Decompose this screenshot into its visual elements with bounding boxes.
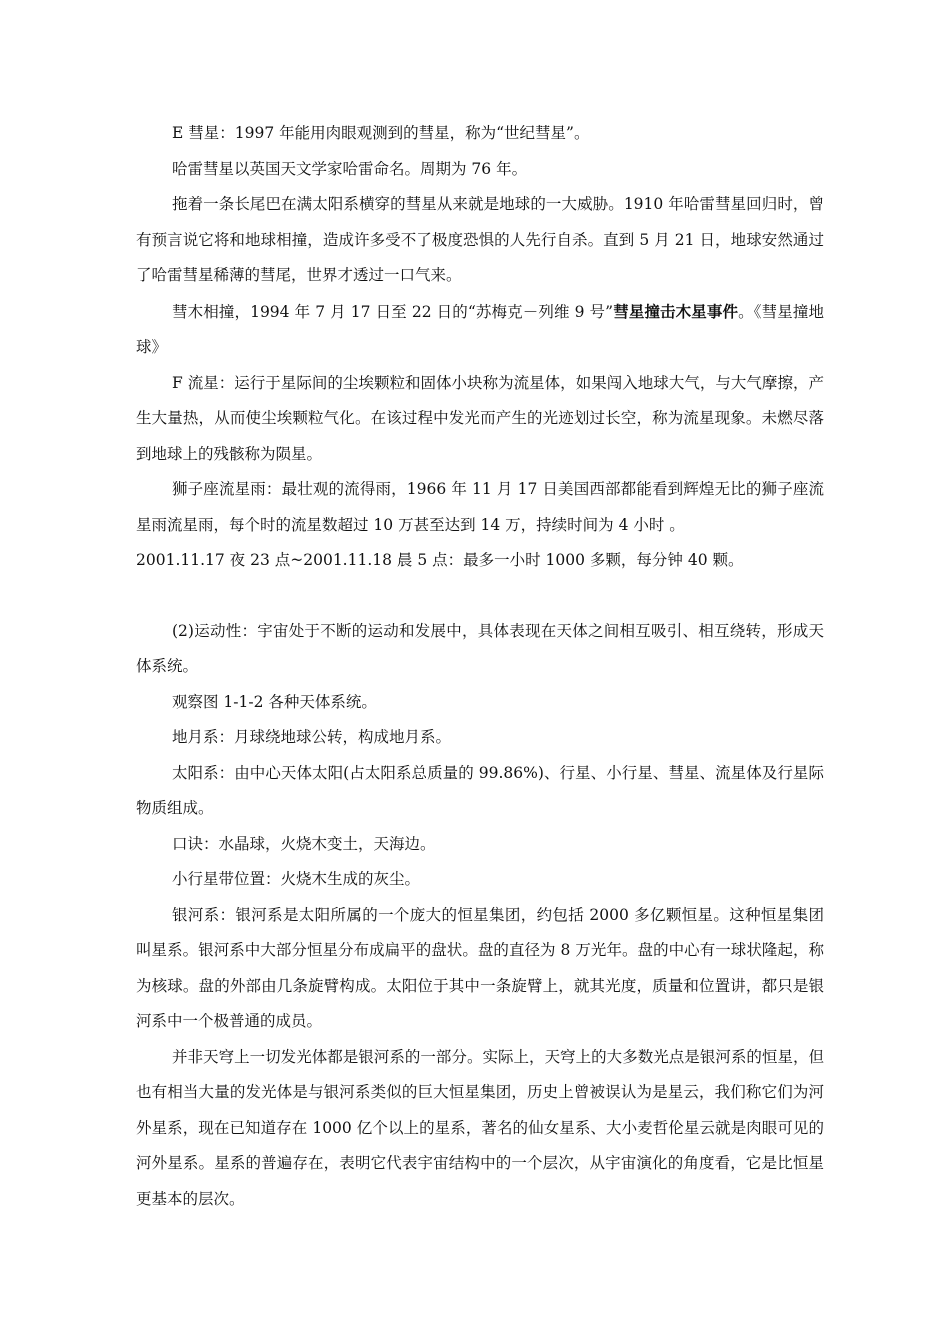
paragraph-comet-century: E 彗星：1997 年能用肉眼观测到的彗星，称为“世纪彗星”。: [172, 124, 590, 142]
paragraph-2001-shower: 2001.11.17 夜 23 点~2001.11.18 晨 5 点：最多一小时 1000 多颗，每分钟 40 颗。: [136, 551, 744, 569]
paragraph-observe-figure: 观察图 1-1-2 各种天体系统。: [172, 692, 377, 711]
paragraph-halley-comet: 哈雷彗星以英国天文学家哈雷命名。周期为 76 年。: [172, 159, 528, 178]
comet-jupiter-text-a: 彗木相撞，1994 年 7 月 17 日至 22 日的“苏梅克－列维 9 号”: [172, 302, 614, 321]
document-page: [136, 116, 824, 1217]
paragraph-milky-way: 银河系：银河系是太阳所属的一个庞大的恒星集团，约包括 2000 多亿颗恒星。这种恒星集团叫星系。银河系中大部分恒星分布成扁平的盘状。盘的直径为 8 万光年。盘的中心有一球状隆起，称为核球。盘的外部由几条旋臂构成。太阳位于其中一条旋臂上，就其光度，质量和位置讲，都只是银河系中一个极普通的成员。: [136, 905, 824, 1030]
paragraph-earth-moon: 地月系：月球绕地球公转，构成地月系。: [172, 728, 452, 746]
comet-jupiter-text-b: 。《彗星撞地球》: [136, 302, 824, 356]
comet-jupiter-bold: 彗星撞击木星事件: [613, 301, 739, 321]
paragraph-comet-jupiter: [136, 294, 824, 366]
paragraph-galaxies: 并非天穹上一切发光体都是银河系的一部分。实际上，天穹上的大多数光点是银河系的恒星，但也有相当大量的发光体是与银河系类似的巨大恒星集团，历史上曾被误认为是星云，我们称它们为河外星系，现在已知道存在 1000 亿个以上的星系，著名的仙女星系、大小麦哲伦星云就是肉眼可见的河外星系。星系的普遍存在，表明它代表宇宙结构中的一个层次，从宇宙演化的角度看，它是比恒星更基本的层次。: [136, 1047, 824, 1208]
paragraph-spacer: [136, 579, 824, 614]
paragraph-meteor: F 流星：运行于星际间的尘埃颗粒和固体小块称为流星体，如果闯入地球大气，与大气摩擦，产生大量热，从而使尘埃颗粒气化。在该过程中发光而产生的光迹划过长空，称为流星现象。未燃尽落到地球上的残骸称为陨星。: [136, 373, 824, 463]
paragraph-mnemonic: 口诀：水晶球，火烧木变土，天海边。: [172, 834, 436, 853]
paragraph-comet-threat: 拖着一条长尾巴在满太阳系横穿的彗星从来就是地球的一大威胁。1910 年哈雷彗星回归时，曾有预言说它将和地球相撞，造成许多受不了极度恐惧的人先行自杀。直到 5 月 21 日，地球安然通过了哈雷彗星稀薄的彗尾，世界才透过一口气来。: [136, 195, 824, 284]
paragraph-leonid-shower: 狮子座流星雨：最壮观的流得雨，1966 年 11 月 17 日美国西部都能看到辉煌无比的狮子座流星雨流星雨，每个时的流星数超过 10 万甚至达到 14 万，持续时间为 4 小时 。: [136, 480, 824, 534]
paragraph-solar-system: 太阳系：由中心天体太阳(占太阳系总质量的 99.86%)、行星、小行星、彗星、流星体及行星际物质组成。: [136, 763, 824, 817]
paragraph-asteroid-belt: 小行星带位置：火烧木生成的灰尘。: [172, 870, 421, 888]
paragraph-motion: (2)运动性：宇宙处于不断的运动和发展中，具体表现在天体之间相互吸引、相互绕转，形成天体系统。: [136, 621, 824, 675]
